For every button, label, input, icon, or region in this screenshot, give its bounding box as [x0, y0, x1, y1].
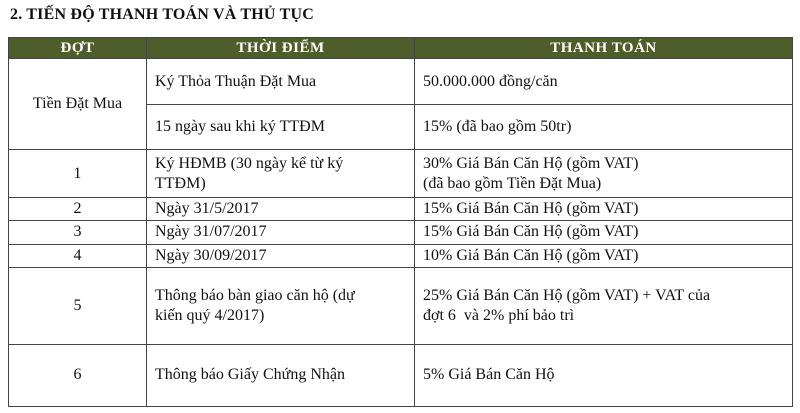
time-cell [147, 150, 415, 198]
payment-line: đợt 6 và 2% phí bảo trì [423, 306, 575, 324]
dot-cell: 2 [9, 198, 147, 221]
header-thanh-toan: THANH TOÁN [415, 38, 793, 59]
table-row [9, 344, 793, 406]
table-row [9, 198, 793, 221]
table-row [9, 59, 793, 105]
dot-cell: 3 [9, 221, 147, 244]
time-line: TTĐM) [155, 174, 206, 192]
payment-line: 30% Giá Bán Căn Hộ (gồm VAT) [423, 154, 639, 172]
payment-cell [415, 221, 793, 244]
payment-line: 15% Giá Bán Căn Hộ (gồm VAT) [423, 223, 639, 241]
payment-cell [415, 150, 793, 198]
time-line: Ngày 31/5/2017 [155, 200, 259, 218]
header-thoi-diem: THỜI ĐIỂM [147, 38, 415, 59]
payment-line: 25% Giá Bán Căn Hộ (gồm VAT) + VAT của [423, 286, 711, 304]
payment-cell [415, 267, 793, 344]
table-body [9, 59, 793, 407]
dot-cell: 1 [9, 150, 147, 198]
dot-cell: Tiền Đặt Mua [9, 59, 147, 150]
table-header [9, 38, 793, 59]
payment-line: 15% Giá Bán Căn Hộ (gồm VAT) [423, 200, 639, 218]
dot-cell: 4 [9, 244, 147, 267]
time-cell [147, 59, 415, 105]
table-row [9, 244, 793, 267]
payment-cell [415, 344, 793, 406]
payment-line: 50.000.000 đồng/căn [423, 72, 558, 90]
table-row [9, 150, 793, 198]
time-cell [147, 344, 415, 406]
payment-cell [415, 59, 793, 105]
payment-line: 5% Giá Bán Căn Hộ [423, 366, 555, 384]
time-cell [147, 221, 415, 244]
time-cell [147, 244, 415, 267]
payment-schedule-table [8, 37, 793, 407]
header-row [9, 38, 793, 59]
time-line: Thông báo bàn giao căn hộ (dự [155, 286, 355, 304]
table-row [9, 221, 793, 244]
time-line: Ký HĐMB (30 ngày kể từ ký [155, 154, 344, 172]
payment-line: (đã bao gồm Tiền Đặt Mua) [423, 174, 602, 192]
table-row [9, 267, 793, 344]
payment-cell [415, 244, 793, 267]
time-line: Thông báo Giấy Chứng Nhận [155, 366, 345, 384]
payment-cell [415, 198, 793, 221]
time-line: 15 ngày sau khi ký TTĐM [155, 118, 325, 136]
time-line: kiến quý 4/2017) [155, 306, 265, 324]
dot-cell: 6 [9, 344, 147, 406]
section-title: 2. TIẾN ĐỘ THANH TOÁN VÀ THỦ TỤC [10, 6, 314, 23]
payment-line: 15% (đã bao gồm 50tr) [423, 118, 572, 136]
time-cell [147, 267, 415, 344]
payment-cell [415, 105, 793, 150]
time-line: Ngày 30/09/2017 [155, 246, 267, 264]
time-cell [147, 198, 415, 221]
time-cell [147, 105, 415, 150]
dot-cell: 5 [9, 267, 147, 344]
time-line: Ngày 31/07/2017 [155, 223, 267, 241]
header-dot: ĐỢT [9, 38, 147, 59]
payment-line: 10% Giá Bán Căn Hộ (gồm VAT) [423, 246, 639, 264]
time-line: Ký Thỏa Thuận Đặt Mua [155, 72, 317, 90]
